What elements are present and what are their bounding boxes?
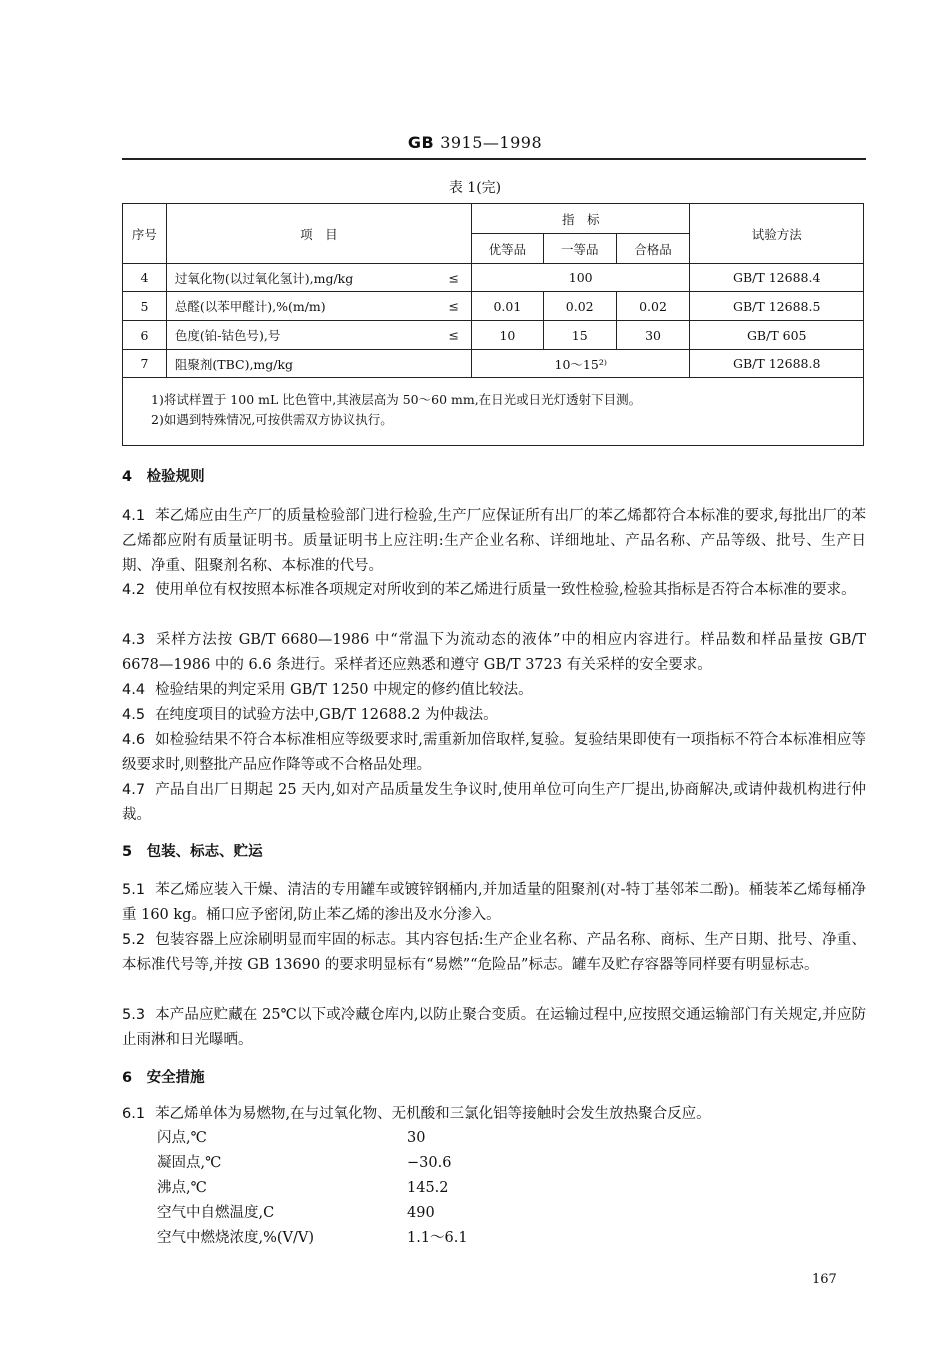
table-row [123,292,864,321]
table-row [123,264,864,292]
table-row [123,321,864,350]
le-symbol: ≤ [448,327,459,343]
clause-number: 5.3 [122,1007,146,1023]
clause-text: 苯乙烯应装入干燥、清洁的专用罐车或镀锌钢桶内,并加适量的阻聚剂(对-特丁基邻苯二酚)。桶装苯乙烯每桶净重 160 kg。桶口应予密闭,防止苯乙烯的渗出及水分渗入。 [122,882,866,923]
cell-item [166,321,471,350]
th-grade: 合格品 [616,234,690,264]
cell-method: GB/T 605 [690,321,864,350]
clause-number: 4.7 [122,782,146,798]
clause-text: 包装容器上应涂刷明显而牢固的标志。其内容包括:生产企业名称、产品名称、商标、生产日期、批号、净重、本标准代号等,并按 GB 13690 的要求明显标有“易燃”“危险品”标志。罐车及贮存容器等同样要有明显标志。 [122,932,866,973]
clause-text: 使用单位有权按照本标准各项规定对所收到的苯乙烯进行质量一致性检验,检验其指标是否符合本标准的要求。 [155,582,856,598]
property-value: 145.2 [407,1180,449,1196]
th-grade: 优等品 [472,234,544,264]
header-number: 3915—1998 [440,133,543,152]
cell-method: GB/T 12688.8 [690,350,864,378]
cell-item-text: 过氧化物(以过氧化氢计),mg/kg [174,270,354,286]
cell-value: 0.02 [616,292,690,321]
le-symbol: ≤ [448,270,459,285]
clause-number: 4.6 [122,732,146,748]
clause-number: 4.2 [122,582,146,598]
table-caption: 表 1(完) [448,180,502,196]
clause-number: 4.5 [122,707,146,723]
spec-table [122,203,864,378]
cell-item [166,292,471,321]
clause-text: 本产品应贮藏在 25℃以下或冷藏仓库内,以防止聚合变质。在运输过程中,应按照交通运输部门有关规定,并应防止雨淋和日光曝晒。 [122,1007,866,1048]
paragraph [122,628,866,678]
clause-number: 5.1 [122,882,146,898]
section-heading: 4 检验规则 [122,469,205,485]
paragraph [122,778,866,828]
cell-value: 30 [616,321,690,350]
paragraph [122,678,866,703]
clause-number: 6.1 [122,1106,146,1122]
cell-method: GB/T 12688.5 [690,292,864,321]
section-heading: 5 包装、标志、贮运 [122,844,263,860]
header-standard: GB [407,133,435,152]
cell-item [166,350,471,378]
cell-item-text: 色度(铂-钴色号),号 [174,328,281,343]
paragraph [122,728,866,778]
clause-text: 采样方法按 GB/T 6680—1986 中“常温下为流动态的液体”中的相应内容进行。样品数和样品量按 GB/T 6678—1986 中的 6.6 条进行。采样者还应熟悉和遵守 GB/T 3723 有关采样的安全要求。 [122,632,866,673]
cell-method: GB/T 12688.4 [690,264,864,292]
property-value: 1.1～6.1 [407,1230,468,1246]
cell-item-text: 总醛(以苯甲醛计),%(m/m) [174,299,326,314]
cell-item [166,264,471,292]
cell-merged: 100 [472,264,690,292]
table-row [123,350,864,378]
property-label: 沸点,℃ [157,1180,207,1196]
paragraph [122,703,866,728]
section-heading: 6 安全措施 [122,1070,205,1086]
cell-value: 15 [543,321,616,350]
clause-text: 产品自出厂日期起 25 天内,如对产品质量发生争议时,使用单位可向生产厂提出,协商解决,或请仲裁机构进行仲裁。 [122,782,866,823]
clause-text: 苯乙烯应由生产厂的质量检验部门进行检验,生产厂应保证所有出厂的苯乙烯都符合本标准的要求,每批出厂的苯乙烯都应附有质量证明书。质量证明书上应注明:生产企业名称、详细地址、产品名称、产品等级、批号、生产日期、净重、阻聚剂名称、本标准的代号。 [122,508,866,574]
property-label: 闪点,℃ [157,1130,207,1146]
property-value: −30.6 [407,1155,452,1171]
th-method: 试验方法 [690,204,864,264]
property-label: 凝固点,℃ [157,1155,222,1171]
paragraph [122,1102,866,1127]
cell-seq: 6 [123,321,167,350]
cell-value: 0.02 [543,292,616,321]
property-value: 30 [407,1130,426,1146]
clause-text: 在纯度项目的试验方法中,GB/T 12688.2 为仲裁法。 [155,707,498,723]
running-header [0,133,950,152]
paragraph [122,928,866,978]
clause-text: 苯乙烯单体为易燃物,在与过氧化物、无机酸和三氯化铝等接触时会发生放热聚合反应。 [155,1106,711,1122]
paragraph [122,1003,866,1053]
cell-item-text: 阻聚剂(TBC),mg/kg [174,356,294,372]
clause-number: 4.1 [122,508,146,524]
clause-number: 5.2 [122,932,146,948]
paragraph [122,504,866,579]
cell-seq: 4 [123,264,167,292]
cell-value: 0.01 [472,292,544,321]
le-symbol: ≤ [448,298,459,314]
clause-text: 检验结果的判定采用 GB/T 1250 中规定的修约值比较法。 [155,682,533,698]
page-number: 167 [812,1272,837,1287]
th-grade: 一等品 [543,234,616,264]
table-note: 1)将试样置于 100 mL 比色管中,其液层高为 50～60 mm,在日光或日光灯透射下目测。 [151,392,642,407]
property-label: 空气中自燃温度,C [157,1205,275,1221]
paragraph [122,578,866,603]
property-value: 490 [407,1205,435,1221]
clause-number: 4.4 [122,682,146,698]
cell-merged: 10～15²⁾ [472,350,690,378]
header-rule [122,158,866,160]
clause-text: 如检验结果不符合本标准相应等级要求时,需重新加倍取样,复验。复验结果即使有一项指标不符合本标准相应等级要求时,则整批产品应作降等或不合格品处理。 [122,732,866,773]
th-indicator: 指 标 [472,204,690,234]
cell-seq: 5 [123,292,167,321]
paragraph [122,878,866,928]
property-label: 空气中燃烧浓度,%(V/V) [157,1230,315,1246]
table-notes [122,376,864,446]
th-item: 项 目 [166,204,471,264]
table-note: 2)如遇到特殊情况,可按供需双方协议执行。 [151,412,393,427]
cell-seq: 7 [123,350,167,378]
cell-value: 10 [472,321,544,350]
clause-number: 4.3 [122,632,146,648]
th-seq: 序号 [123,204,167,264]
